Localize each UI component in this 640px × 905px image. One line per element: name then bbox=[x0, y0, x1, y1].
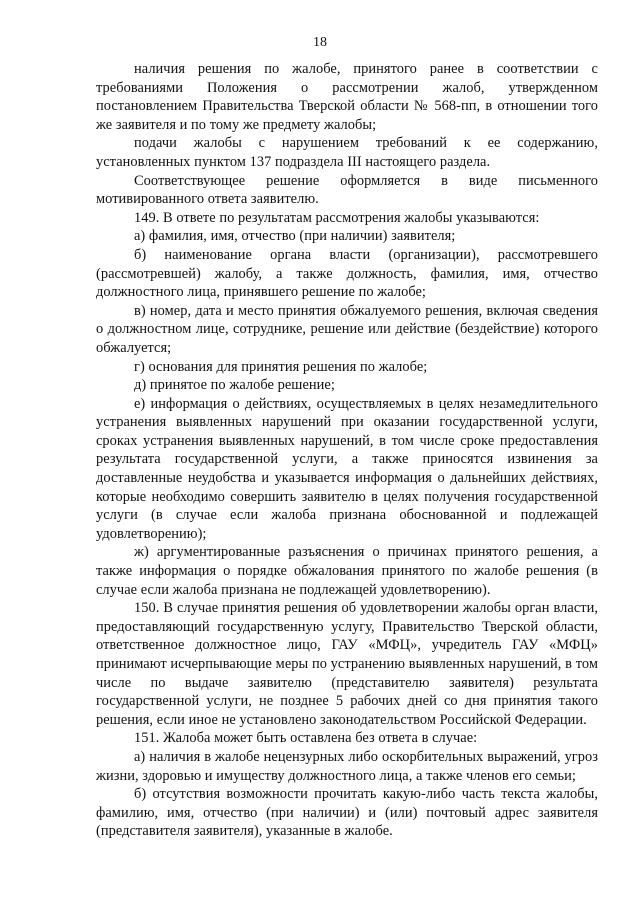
paragraph-151-a: а) наличия в жалобе нецензурных либо оскорбительных выражений, угроз жизни, здоровью и имуществу должностного лица, а также членов его семьи; bbox=[96, 748, 598, 784]
paragraph-refusal-content-violation: подачи жалобы с нарушением требований к ее содержанию, установленных пунктом 137 подраздела III настоящего раздела. bbox=[96, 135, 598, 170]
document-body bbox=[96, 60, 598, 841]
paragraph-151-heading: 151. Жалоба может быть оставлена без ответа в случае: bbox=[134, 730, 478, 747]
page-number: 18 bbox=[313, 35, 327, 50]
paragraph-refusal-prior-decision: наличия решения по жалобе, принятого ранее в соответствии с требованиями Положения о рассмотрении жалоб, утвержденном постановлением Правительства Тверской области № 568-пп, в отношении того же заявителя и по тому же предмету жалобы; bbox=[96, 61, 598, 133]
paragraph-149-heading: 149. В ответе по результатам рассмотрения жалобы указываются: bbox=[134, 209, 540, 226]
paragraph-149-e: е) информация о действиях, осуществляемых в целях незамедлительного устранения выявленных нарушений при оказании государственной услуги, сроках устранения выявленных нарушений, в том числе сроке предоставления результата государственной услуги, а также приносятся извинения за доставленные неудобства и указывается информация о дальнейших действиях, которые необходимо совершить заявителю в целях получения государственной услуги (в случае если жалоба признана обоснованной и подлежащей удовлетворению); bbox=[96, 395, 598, 542]
paragraph-151-b: б) отсутствия возможности прочитать какую-либо часть текста жалобы, фамилию, имя, отчество (при наличии) и (или) почтовый адрес заявителя (представителя заявителя), указанные в жалобе. bbox=[96, 786, 598, 840]
paragraph-149-g: г) основания для принятия решения по жалобе; bbox=[134, 358, 428, 375]
paragraph-149-b: б) наименование органа власти (организации), рассмотревшего (рассмотревшей) жалобу, а также должность, фамилия, имя, отчество должностного лица, принявшего решение по жалобе; bbox=[96, 246, 598, 301]
paragraph-149-d: д) принятое по жалобе решение; bbox=[134, 377, 335, 394]
paragraph-150: 150. В случае принятия решения об удовлетворении жалобы орган власти, предоставляющий государственную услугу, Правительство Тверской области, ответственное должностное лицо, ГАУ «МФЦ», учредитель ГАУ «МФЦ» принимают исчерпывающие меры по устранению выявленных нарушений, в том числе по выдаче заявителю (представителю заявителя) результата государственной услуги, не позднее 5 рабочих дней со дня принятия такого решения, если иное не установлено законодательством Российской Федерации. bbox=[96, 600, 598, 728]
paragraph-149-zh: ж) аргументированные разъяснения о причинах принятого решения, а также информация о порядке обжалования принятого по жалобе решения (в случае если жалоба признана не подлежащей удовлетворению). bbox=[96, 544, 598, 598]
paragraph-refusal-written-response: Соответствующее решение оформляется в виде письменного мотивированного ответа заявителю. bbox=[96, 172, 598, 208]
paragraph-149-a: а) фамилия, имя, отчество (при наличии) заявителя; bbox=[134, 228, 456, 245]
paragraph-149-v: в) номер, дата и место принятия обжалуемого решения, включая сведения о должностном лице, сотруднике, решение или действие (бездействие) которого обжалуется; bbox=[96, 302, 598, 356]
